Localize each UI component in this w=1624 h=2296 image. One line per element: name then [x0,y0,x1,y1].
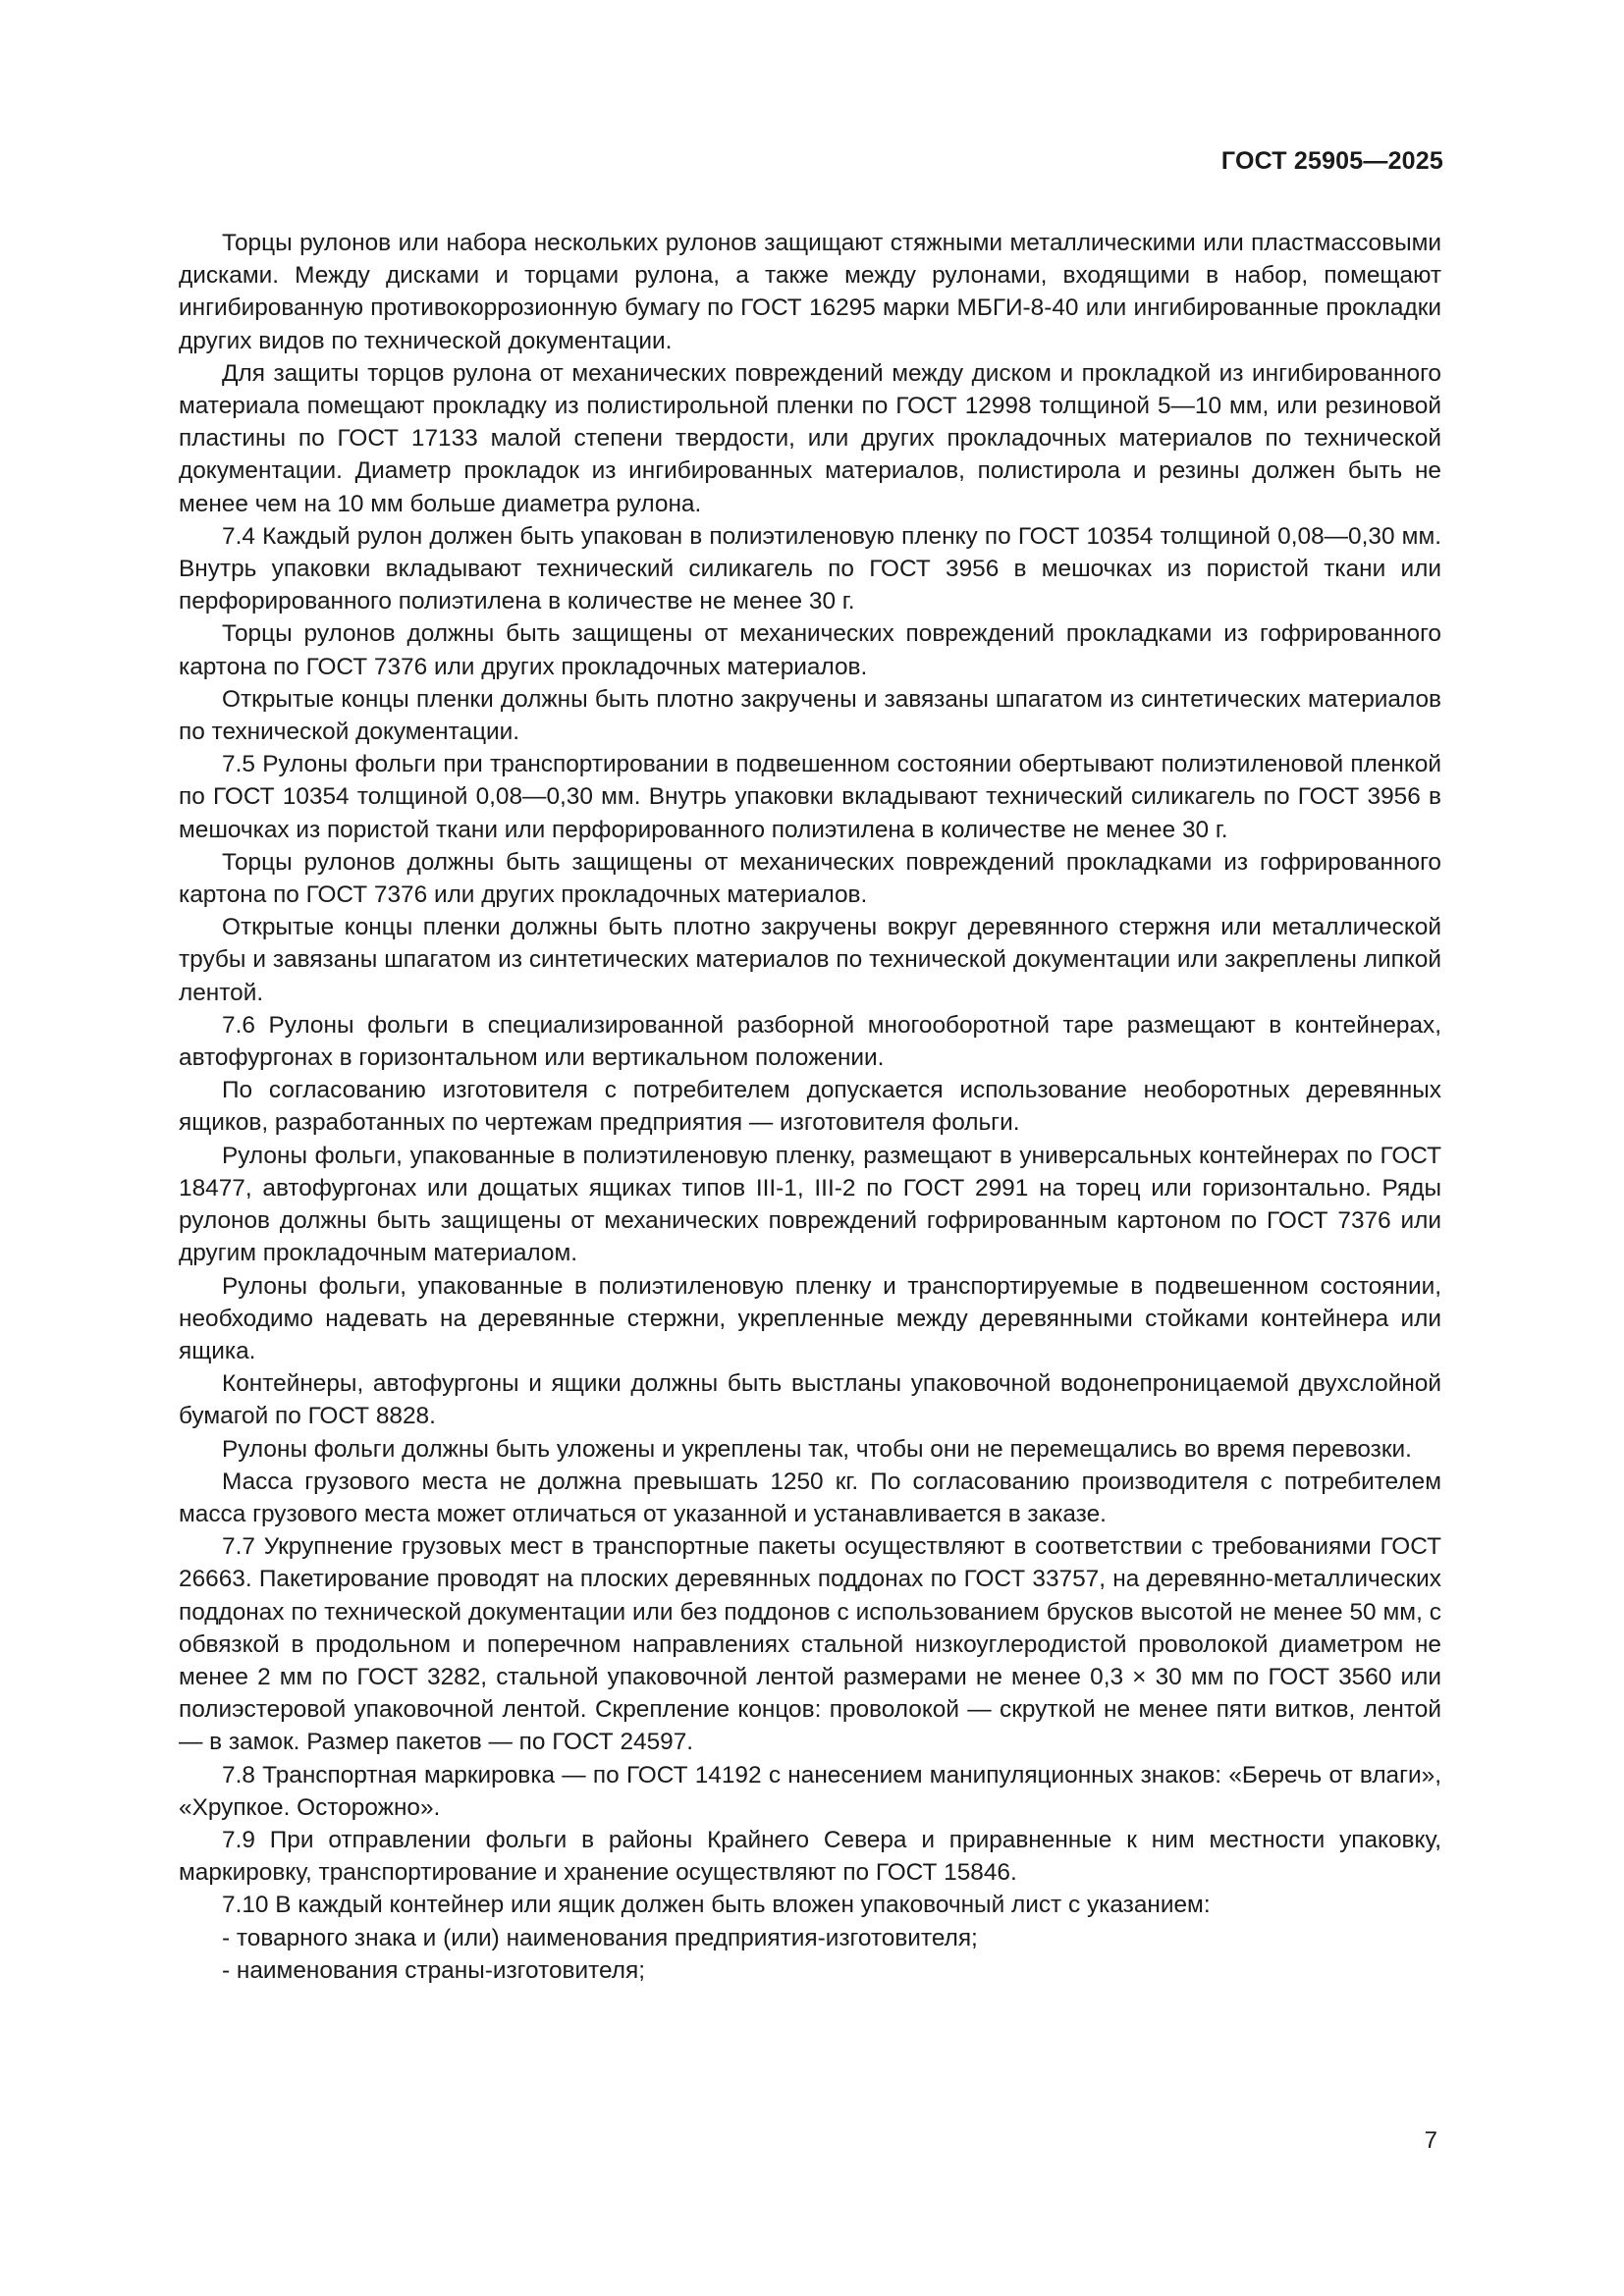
paragraph: 7.8 Транспортная маркировка — по ГОСТ 14192 с нанесением манипуляционных знаков: «Беречь от влаги», «Хрупкое. Осторожно». [179,1761,1441,1821]
document-id-header: ГОСТ 25905—2025 [1220,147,1443,175]
paragraph: Торцы рулонов или набора нескольких рулонов защищают стяжными металлическими или пластмассовыми дисками. Между дисками и торцами рулона, а также между рулонами, входящими в набор, помещают ингибированную противокоррозионную бумагу по ГОСТ 16295 марки МБГИ-8-40 или ингибированные прокладки других видов по технической документации. [179,230,1441,354]
paragraph: 7.7 Укрупнение грузовых мест в транспортные пакеты осуществляют в соответствии с требованиями ГОСТ 26663. Пакетирование проводят на плоских деревянных поддонах по ГОСТ 33757, на деревянно-металлических поддонах по технической документации или без поддонов с использованием брусков высотой не менее 50 мм, с обвязкой в продольном и поперечном направлениях стальной низкоуглеродистой проволокой диаметром не менее 2 мм по ГОСТ 3282, стальной упаковочной лентой размерами не менее 0,3 × 30 мм по ГОСТ 3560 или полиэстеровой упаковочной лентой. Скрепление концов: проволокой — скруткой не менее пяти витков, лентой — в замок. Размер пакетов — по ГОСТ 24597. [179,1533,1441,1756]
paragraph: 7.5 Рулоны фольги при транспортировании в подвешенном состоянии обертывают полиэтиленовой пленкой по ГОСТ 10354 толщиной 0,08—0,30 мм. Внутрь упаковки вкладывают технический силикагель по ГОСТ 3956 в мешочках из пористой ткани или перфорированного полиэтилена в количестве не менее 30 г. [179,751,1441,843]
paragraph: Контейнеры, автофургоны и ящики должны быть выстланы упаковочной водонепроницаемой двухслойной бумагой по ГОСТ 8828. [179,1370,1441,1430]
paragraph: 7.4 Каждый рулон должен быть упакован в полиэтиленовую пленку по ГОСТ 10354 толщиной 0,08—0,30 мм. Внутрь упаковки вкладывают технический силикагель по ГОСТ 3956 в мешочках из пористой ткани или перфорированного полиэтилена в количестве не менее 30 г. [179,522,1441,615]
paragraph: 7.6 Рулоны фольги в специализированной разборной многооборотной таре размещают в контейнерах, автофургонах в горизонтальном или вертикальном положении. [179,1011,1441,1072]
paragraph: 7.10 В каждый контейнер или ящик должен быть вложен упаковочный лист с указанием: [222,1892,1211,1919]
paragraph: Масса грузового места не должна превышать 1250 кг. По согласованию производителя с потребителем масса грузового места может отличаться от указанной и устанавливается в заказе. [179,1468,1441,1527]
list-item: - наименования страны-изготовителя; [222,1956,645,1984]
paragraph: Рулоны фольги должны быть уложены и укреплены так, чтобы они не перемещались во время перевозки. [222,1435,1412,1463]
paragraph: Торцы рулонов должны быть защищены от механических повреждений прокладками из гофрированного картона по ГОСТ 7376 или других прокладочных материалов. [179,848,1441,909]
paragraph: Торцы рулонов должны быть защищены от механических повреждений прокладками из гофрированного картона по ГОСТ 7376 или других прокладочных материалов. [179,620,1441,680]
body-text [179,227,1441,1987]
page-number: 7 [1424,2127,1437,2154]
paragraph: Рулоны фольги, упакованные в полиэтиленовую пленку и транспортируемые в подвешенном состоянии, необходимо надевать на деревянные стержни, укрепленные между деревянными стойками контейнера или ящика. [179,1272,1441,1364]
paragraph: 7.9 При отправлении фольги в районы Крайнего Севера и приравненные к ним местности упаковку, маркировку, транспортирование и хранение осуществляют по ГОСТ 15846. [179,1826,1441,1887]
list-item: - товарного знака и (или) наименования предприятия-изготовителя; [222,1924,978,1951]
paragraph: Рулоны фольги, упакованные в полиэтиленовую пленку, размещают в универсальных контейнерах по ГОСТ 18477, автофургонах или дощатых ящиках типов III-1, III-2 по ГОСТ 2991 на торец или горизонтально. Ряды рулонов должны быть защищены от механических повреждений гофрированным картоном по ГОСТ 7376 или другим прокладочным материалом. [179,1142,1441,1267]
paragraph: Открытые концы пленки должны быть плотно закручены вокруг деревянного стержня или металлической трубы и завязаны шпагатом из синтетических материалов по технической документации или закреплены липкой лентой. [179,914,1441,1006]
paragraph: Для защиты торцов рулона от механических повреждений между диском и прокладкой из ингибированного материала помещают прокладку из полистирольной пленки по ГОСТ 12998 толщиной 5—10 мм, или резиновой пластины по ГОСТ 17133 малой степени твердости, или других прокладочных материалов по технической документации. Диаметр прокладок из ингибированных материалов, полистирола и резины должен быть не менее чем на 10 мм больше диаметра рулона. [179,359,1441,517]
paragraph: По согласованию изготовителя с потребителем допускается использование необоротных деревянных ящиков, разработанных по чертежам предприятия — изготовителя фольги. [179,1077,1441,1137]
paragraph: Открытые концы пленки должны быть плотно закручены и завязаны шпагатом из синтетических материалов по технической документации. [179,685,1441,746]
